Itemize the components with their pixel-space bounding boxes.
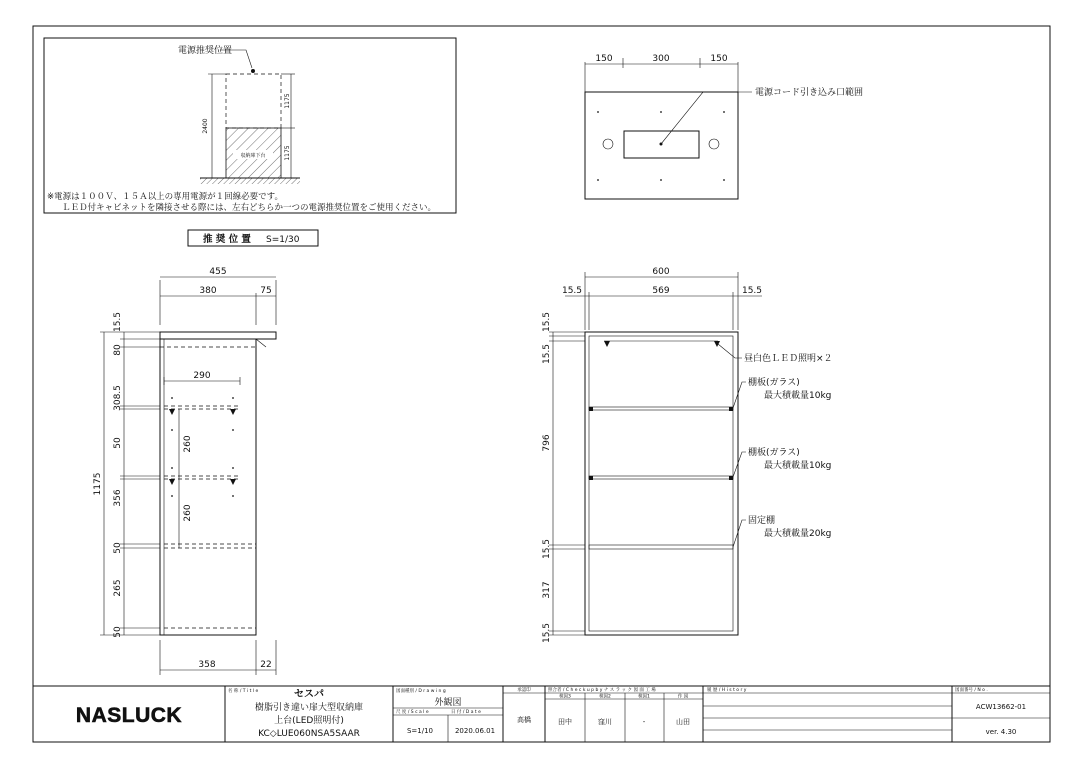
front-dim-h-15-5-a: 15.5 — [542, 311, 552, 333]
power-caption-scale: S=1/30 — [266, 235, 300, 245]
side-dim-75: 75 — [260, 286, 272, 296]
side-dim-80: 80 — [113, 344, 123, 356]
shelf2-label-a: 棚板(ガラス) — [748, 448, 800, 458]
check-col-2: 検図2 — [599, 694, 611, 700]
side-dim-22: 22 — [260, 660, 272, 670]
power-note-2: ＬＥＤ付キャビネットを隣接させる際には、左右どちらか一つの電源推奨位置をご使用ください。 — [62, 203, 437, 213]
side-dim-290: 290 — [193, 371, 211, 381]
front-dim-h-15-5-c: 15.5 — [542, 538, 552, 560]
front-dim-15-5-right: 15.5 — [741, 286, 763, 296]
drawing-no-header: 図面番号 / N o . — [955, 688, 988, 693]
power-position-label: 電源推奨位置 — [178, 46, 233, 56]
side-dim-308-5: 308.5 — [113, 385, 123, 411]
top-dim-300: 300 — [652, 54, 670, 64]
dim-1175-lower: 1175 — [284, 145, 291, 161]
check-col-1: 検図3 — [559, 694, 571, 700]
power-note-1: ※電源は１００Ｖ、１５Ａ以上の専用電源が１回線必要です。 — [47, 192, 283, 202]
drawing-header: 図面種別 / D r a w i n g — [396, 689, 446, 694]
brand-logo: NASLUCK — [75, 704, 183, 727]
check-val-3: - — [642, 718, 646, 726]
shelf1-label-b: 最大積載量10kg — [764, 391, 832, 401]
shelf3-label-b: 最大積載量20kg — [764, 529, 832, 539]
front-dim-15-5-left: 15.5 — [561, 286, 583, 296]
front-dim-600: 600 — [652, 267, 670, 277]
title-block — [76, 686, 1050, 742]
check-col-4: 作 図 — [677, 694, 689, 700]
dim-1175-upper: 1175 — [284, 93, 291, 109]
product-series: セスパ — [294, 689, 324, 700]
shelf1-label-a: 棚板(ガラス) — [748, 378, 800, 388]
product-name: 樹脂引き違い扉大型収納庫 — [254, 703, 364, 713]
top-dim-150-left: 150 — [595, 54, 613, 64]
approve-value: 高橋 — [517, 716, 531, 724]
led-label: 昼白色ＬＥＤ照明×２ — [744, 354, 833, 364]
side-view — [93, 267, 276, 675]
check-val-4: 山田 — [676, 718, 690, 726]
side-dim-50-c: 50 — [113, 626, 123, 638]
date-header: 日 付 / D a t e — [451, 710, 481, 715]
approve-header: 承認印 — [517, 688, 531, 693]
front-dim-h-15-5-d: 15.5 — [542, 622, 552, 644]
side-dim-380: 380 — [199, 286, 217, 296]
base-label: 収納庫下台 — [240, 153, 266, 159]
side-dim-50-a: 50 — [113, 437, 123, 449]
product-code: KC◇LUE060NSA5SAAR — [258, 729, 360, 739]
power-caption: 推 奨 位 置 — [203, 234, 251, 245]
top-view — [585, 54, 863, 199]
front-dim-317: 317 — [542, 581, 552, 599]
product-variant: 上台(LED照明付) — [274, 716, 344, 726]
side-dim-15-5: 15.5 — [113, 311, 123, 333]
front-dim-569: 569 — [652, 286, 670, 296]
side-dim-260-b: 260 — [183, 504, 193, 522]
check-val-1: 田中 — [558, 718, 572, 726]
dim-2400: 2400 — [202, 118, 209, 134]
shelf3-label-a: 固定棚 — [748, 516, 776, 526]
check-val-2: 窪川 — [598, 718, 612, 726]
check-header: 照合者 / C h e c k u p b y ナ ス ラ ッ ク 図 面 工 場 — [548, 688, 656, 693]
front-dim-796: 796 — [542, 434, 552, 452]
version-value: ver. 4.30 — [985, 728, 1017, 736]
front-view — [542, 267, 833, 643]
cord-entry-label: 電源コード引き込み口範囲 — [755, 88, 864, 98]
side-dim-356: 356 — [113, 489, 123, 507]
drawing-no-value: ACW13662-01 — [975, 703, 1027, 711]
power-position-box — [44, 38, 456, 213]
scale-value: S=1/10 — [406, 727, 434, 735]
history-header: 履 歴 / H i s t o r y — [707, 688, 747, 693]
shelf2-label-b: 最大積載量10kg — [764, 461, 832, 471]
side-dim-358: 358 — [198, 660, 216, 670]
drawing-type: 外観図 — [434, 698, 462, 708]
side-dim-260-a: 260 — [183, 435, 193, 453]
side-dim-1175: 1175 — [93, 472, 103, 496]
scale-header: 尺 度 / S c a l e — [396, 710, 429, 715]
check-col-3: 検図1 — [638, 694, 650, 700]
front-dim-h-15-5-b: 15.5 — [542, 343, 552, 365]
top-dim-150-right: 150 — [710, 54, 728, 64]
side-dim-455: 455 — [209, 267, 227, 277]
date-value: 2020.06.01 — [454, 727, 496, 735]
side-dim-50-b: 50 — [113, 542, 123, 554]
side-dim-265: 265 — [113, 579, 123, 597]
name-header: 名 称 / T i t l e — [228, 689, 259, 694]
